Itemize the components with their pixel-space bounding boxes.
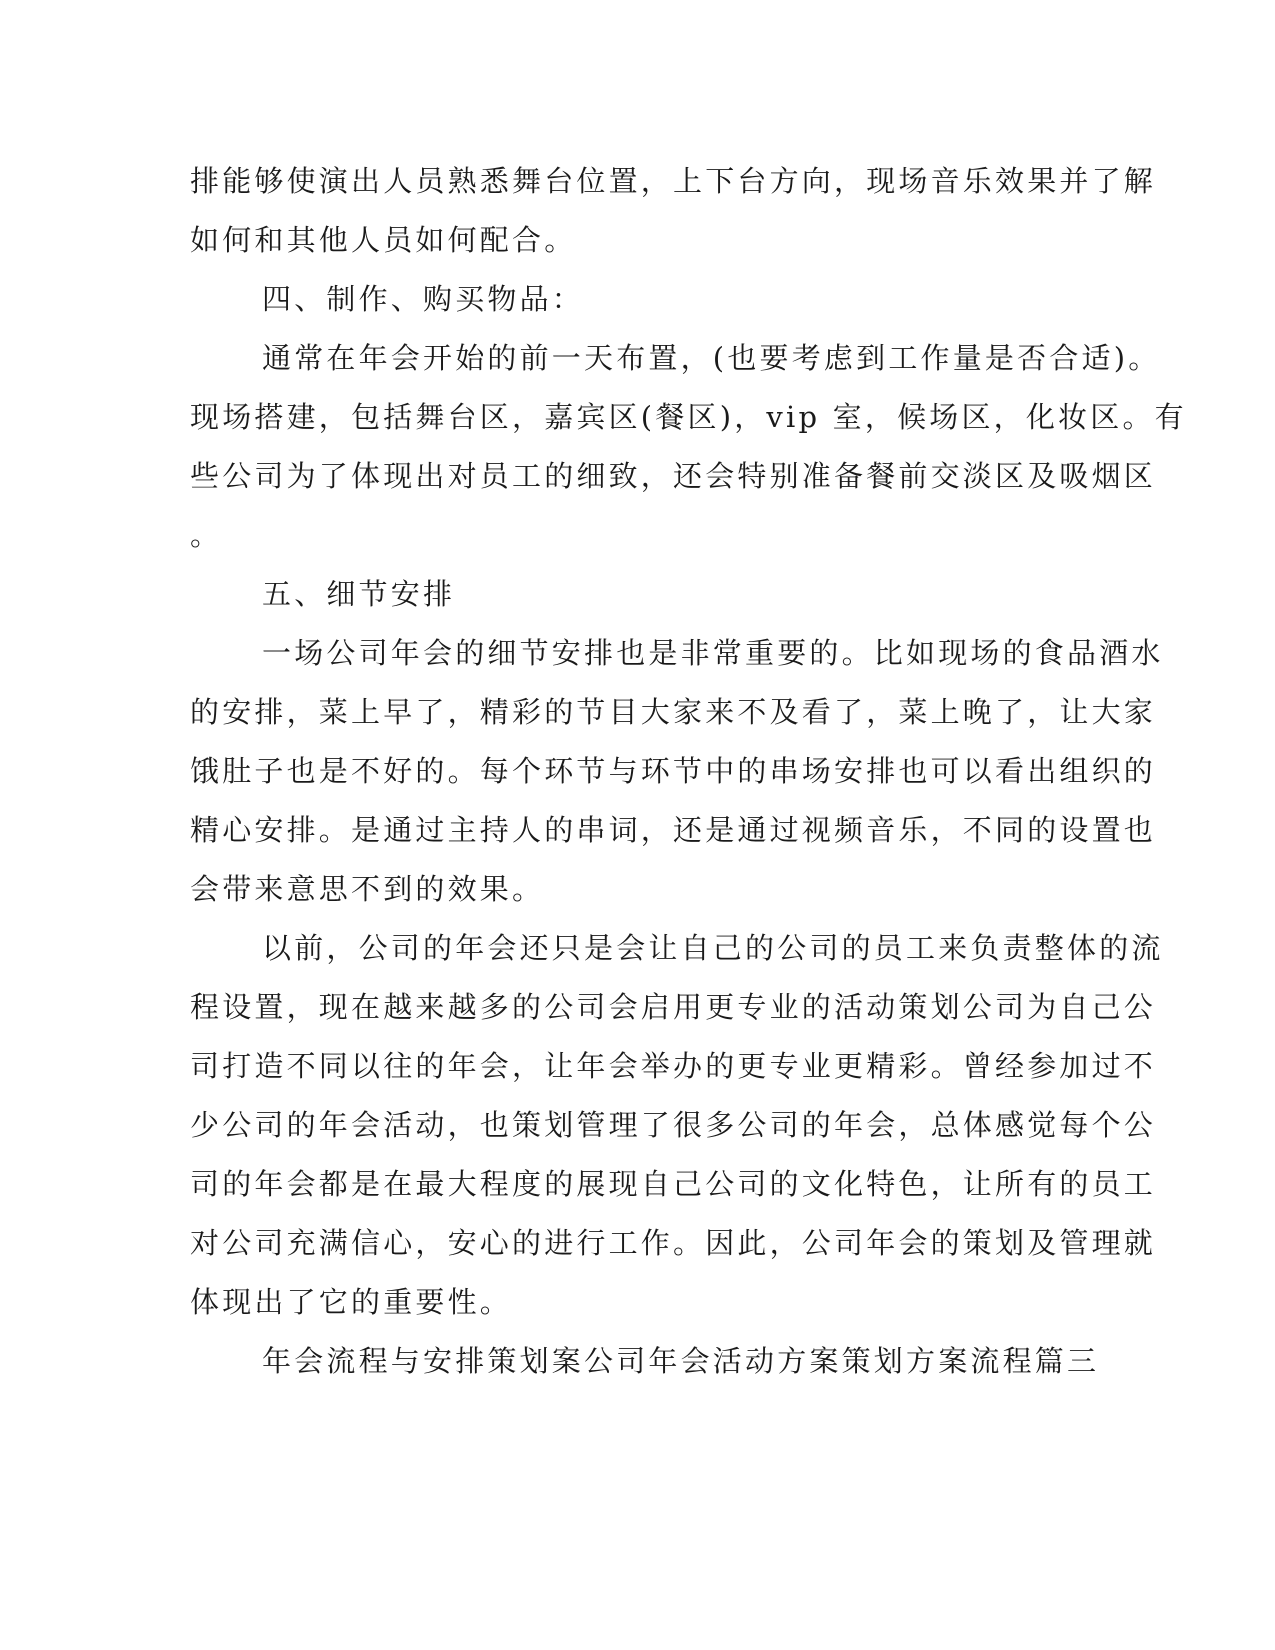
paragraph-first-line: 一场公司年会的细节安排也是非常重要的。比如现场的食品酒水: [262, 636, 1164, 670]
body-line: 程设置，现在越来越多的公司会启用更专业的活动策划公司为自己公: [190, 990, 1157, 1024]
body-line: 饿肚子也是不好的。每个环节与环节中的串场安排也可以看出组织的: [190, 754, 1157, 788]
section-heading: 五、细节安排: [262, 577, 456, 611]
body-line: 少公司的年会活动，也策划管理了很多公司的年会，总体感觉每个公: [190, 1108, 1157, 1142]
body-line: 司的年会都是在最大程度的展现自己公司的文化特色，让所有的员工: [190, 1167, 1157, 1201]
body-line: 对公司充满信心，安心的进行工作。因此，公司年会的策划及管理就: [190, 1226, 1157, 1260]
body-line: 司打造不同以往的年会，让年会举办的更专业更精彩。曾经参加过不: [190, 1049, 1157, 1083]
paragraph-first-line: 以前，公司的年会还只是会让自己的公司的员工来负责整体的流: [262, 931, 1164, 965]
section-heading: 四、制作、购买物品：: [262, 282, 585, 316]
body-line: 现场搭建，包括舞台区，嘉宾区(餐区)，vip 室，候场区，化妆区。有: [190, 400, 1187, 434]
body-line: 些公司为了体现出对员工的细致，还会特别准备餐前交淡区及吸烟区: [190, 459, 1157, 493]
body-line: 体现出了它的重要性。: [190, 1285, 513, 1319]
body-line: 如何和其他人员如何配合。: [190, 223, 577, 257]
section-title: 年会流程与安排策划案公司年会活动方案策划方案流程篇三: [262, 1344, 1100, 1378]
body-line: 会带来意思不到的效果。: [190, 872, 545, 906]
body-line: 精心安排。是通过主持人的串词，还是通过视频音乐，不同的设置也: [190, 813, 1157, 847]
body-line: 的安排，菜上早了，精彩的节目大家来不及看了，菜上晚了，让大家: [190, 695, 1157, 729]
body-line: 。: [190, 518, 223, 552]
paragraph-first-line: 通常在年会开始的前一天布置，(也要考虑到工作量是否合适)。: [262, 341, 1161, 375]
body-line: 排能够使演出人员熟悉舞台位置，上下台方向，现场音乐效果并了解: [190, 164, 1157, 198]
